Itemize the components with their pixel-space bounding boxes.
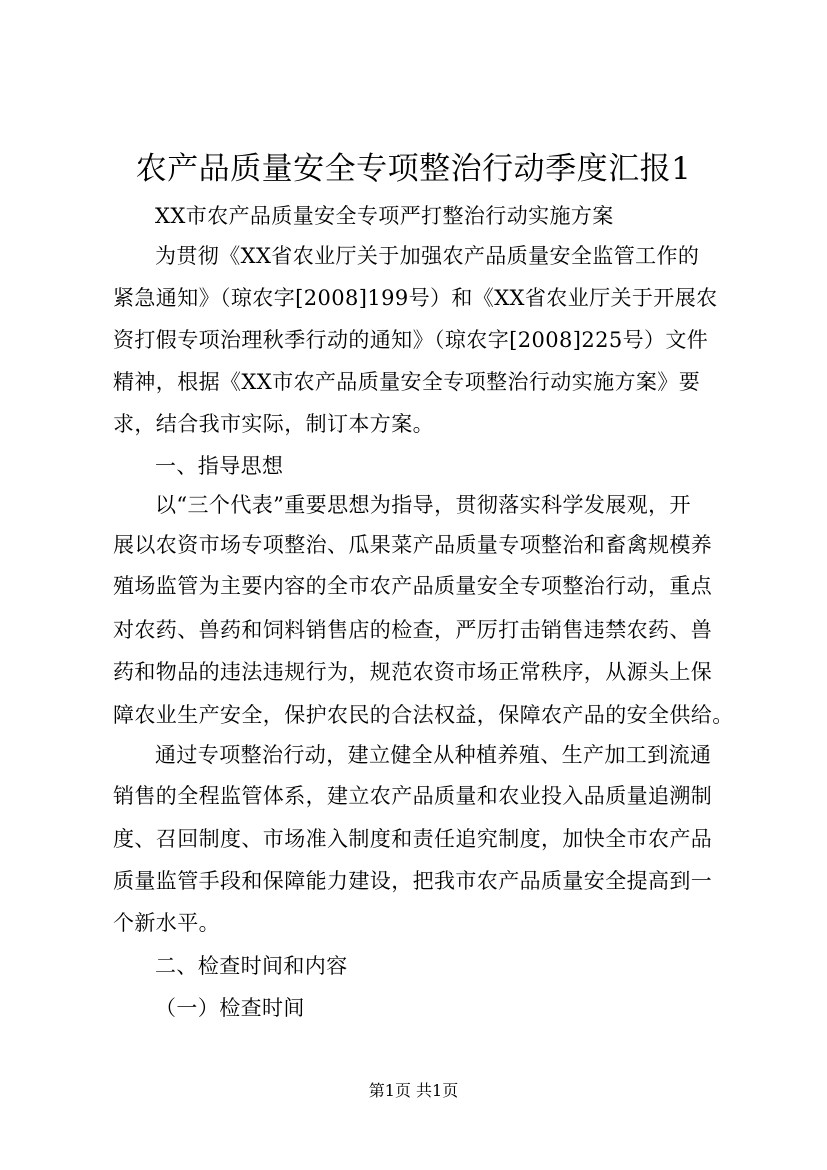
page-footer: 第1页 共1页: [368, 1081, 459, 1100]
subsection-heading: （一）检查时间: [155, 996, 305, 1020]
paragraph-line: 通过专项整治行动，建立健全从种植养殖、生产加工到流通: [155, 743, 712, 767]
paragraph-line: 度、召回制度、市场准入制度和责任追究制度，加快全市农产品: [113, 827, 713, 851]
paragraph-line: 个新水平。: [113, 911, 220, 935]
plan-heading: XX市农产品质量安全专项严打整治行动实施方案: [155, 204, 614, 228]
paragraph-line: 销售的全程监管体系，建立农产品质量和农业投入品质量追溯制: [113, 784, 713, 808]
paragraph-line: 药和物品的违法违规行为，规范农资市场正常秩序，从源头上保: [113, 660, 713, 684]
paragraph-line: 展以农资市场专项整治、瓜果菜产品质量专项整治和畜禽规模养: [113, 533, 713, 557]
paragraph-line: 求，结合我市实际，制订本方案。: [113, 412, 434, 436]
paragraph-line: 资打假专项治理秋季行动的通知》（琼农字[2008]225号）文件: [113, 328, 709, 352]
paragraph-line: 障农业生产安全，保护农民的合法权益，保障农产品的安全供给。: [113, 703, 734, 727]
paragraph-line: 对农药、兽药和饲料销售店的检查，严厉打击销售违禁农药、兽: [113, 618, 713, 642]
paragraph-line: 质量监管手段和保障能力建设，把我市农产品质量安全提高到一: [113, 869, 713, 893]
section-heading-2: 二、检查时间和内容: [155, 954, 348, 978]
paragraph-line: 精神，根据《XX市农产品质量安全专项整治行动实施方案》要: [113, 370, 701, 394]
paragraph-line: 为贯彻《XX省农业厅关于加强农产品质量安全监管工作的: [155, 244, 700, 268]
section-heading-1: 一、指导思想: [155, 454, 284, 478]
document-title: 农产品质量安全专项整治行动季度汇报1: [135, 151, 692, 187]
paragraph-line: 紧急通知》（琼农字[2008]199号）和《XX省农业厅关于开展农: [113, 286, 718, 310]
paragraph-line: 以“三个代表”重要思想为指导，贯彻落实科学发展观，开: [155, 493, 691, 517]
paragraph-line: 殖场监管为主要内容的全市农产品质量安全专项整治行动，重点: [113, 574, 713, 598]
